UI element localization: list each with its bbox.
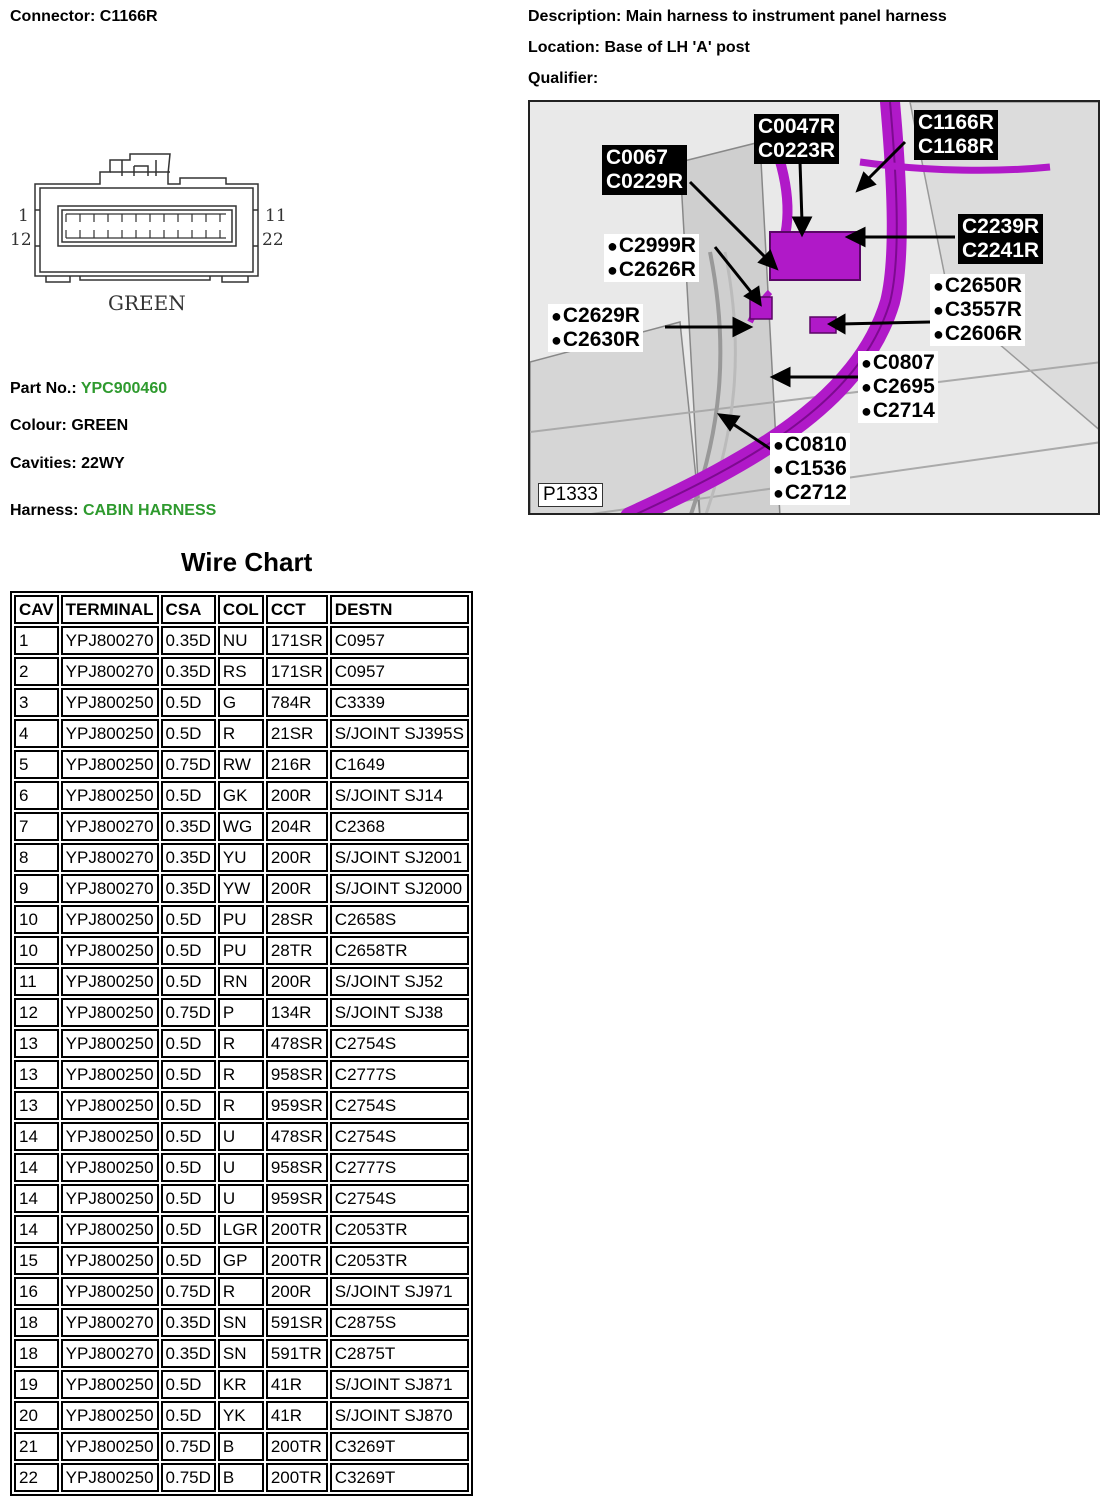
table-cell: 200TR: [266, 1432, 328, 1461]
table-cell: 0.5D: [161, 1060, 216, 1089]
table-cell: 0.75D: [161, 1463, 216, 1492]
callout-text: ● C2650R: [933, 274, 1022, 298]
table-cell: RN: [218, 967, 264, 996]
table-cell: YPJ800250: [61, 1184, 159, 1213]
connector-label: Connector:: [10, 8, 96, 25]
colour-line: [10, 417, 128, 435]
table-cell: 0.5D: [161, 1370, 216, 1399]
description-value: Main harness to instrument panel harness: [625, 8, 947, 25]
col-header: CCT: [266, 595, 328, 624]
table-row: [14, 1401, 469, 1430]
table-cell: 4: [14, 719, 59, 748]
callout-text: C2239R: [962, 215, 1040, 238]
table-cell: 0.75D: [161, 1432, 216, 1461]
col-header: COL: [218, 595, 264, 624]
table-cell: YPJ800270: [61, 657, 159, 686]
table-cell: C3269T: [330, 1463, 469, 1492]
table-cell: YPJ800250: [61, 998, 159, 1027]
table-cell: C3269T: [330, 1432, 469, 1461]
table-cell: 959SR: [266, 1184, 328, 1213]
table-cell: 171SR: [266, 626, 328, 655]
table-cell: G: [218, 688, 264, 717]
table-cell: 0.75D: [161, 1277, 216, 1306]
table-cell: 13: [14, 1091, 59, 1120]
table-cell: 958SR: [266, 1153, 328, 1182]
table-cell: YPJ800270: [61, 812, 159, 841]
table-cell: PU: [218, 936, 264, 965]
table-cell: 5: [14, 750, 59, 779]
harness-line: [10, 502, 216, 520]
table-cell: 41R: [266, 1401, 328, 1430]
table-row: [14, 688, 469, 717]
wire-chart-title: Wire Chart: [181, 547, 313, 577]
table-cell: 14: [14, 1153, 59, 1182]
table-cell: 28TR: [266, 936, 328, 965]
table-cell: 21SR: [266, 719, 328, 748]
table-row: [14, 843, 469, 872]
table-cell: B: [218, 1463, 264, 1492]
table-cell: C2053TR: [330, 1246, 469, 1275]
table-cell: C2875S: [330, 1308, 469, 1337]
table-cell: RS: [218, 657, 264, 686]
callout-text: ● C2712: [773, 481, 847, 505]
table-cell: 0.35D: [161, 626, 216, 655]
table-cell: 7: [14, 812, 59, 841]
table-row: [14, 1215, 469, 1244]
part-number-link[interactable]: YPC900460: [80, 380, 168, 397]
callout-text: C0067: [606, 146, 668, 169]
table-cell: 10: [14, 905, 59, 934]
table-row: [14, 1184, 469, 1213]
callout-text: ● C2630R: [551, 328, 640, 352]
table-cell: S/JOINT SJ971: [330, 1277, 469, 1306]
table-cell: 200TR: [266, 1246, 328, 1275]
table-row: [14, 1091, 469, 1120]
connector-color-caption: GREEN: [108, 291, 186, 315]
callout-text: C1166R: [918, 111, 994, 134]
table-cell: YW: [218, 874, 264, 903]
table-cell: YPJ800270: [61, 874, 159, 903]
table-cell: 14: [14, 1184, 59, 1213]
table-cell: 2: [14, 657, 59, 686]
table-cell: 959SR: [266, 1091, 328, 1120]
table-row: [14, 626, 469, 655]
table-row: [14, 1277, 469, 1306]
location-label: Location:: [528, 39, 600, 56]
table-cell: 20: [14, 1401, 59, 1430]
wire-chart-table: [10, 591, 473, 1496]
col-header: TERMINAL: [61, 595, 159, 624]
callout-c0067: [602, 145, 687, 195]
table-cell: WG: [218, 812, 264, 841]
table-cell: 0.5D: [161, 1153, 216, 1182]
cavities-line: [10, 455, 125, 473]
qualifier-label: Qualifier:: [528, 70, 599, 87]
cavities-label: Cavities:: [10, 455, 77, 472]
callout-text: ● C0807: [861, 351, 935, 375]
callout-text: ● C2714: [861, 399, 935, 423]
table-cell: YPJ800250: [61, 781, 159, 810]
table-cell: 0.35D: [161, 812, 216, 841]
table-cell: YPJ800250: [61, 1215, 159, 1244]
callout-c2999r: [604, 234, 699, 282]
harness-link[interactable]: CABIN HARNESS: [82, 502, 217, 519]
table-cell: YPJ800270: [61, 1339, 159, 1368]
table-cell: 16: [14, 1277, 59, 1306]
table-cell: 200TR: [266, 1463, 328, 1492]
table-cell: 0.5D: [161, 1029, 216, 1058]
table-row: [14, 657, 469, 686]
table-cell: 0.5D: [161, 936, 216, 965]
colour-value: GREEN: [71, 417, 129, 434]
colour-label: Colour:: [10, 417, 67, 434]
callout-text: ● C2606R: [933, 322, 1022, 346]
table-cell: 6: [14, 781, 59, 810]
table-cell: 134R: [266, 998, 328, 1027]
table-row: [14, 1246, 469, 1275]
table-cell: 41R: [266, 1370, 328, 1399]
table-cell: GP: [218, 1246, 264, 1275]
table-row: [14, 1060, 469, 1089]
table-cell: C2053TR: [330, 1215, 469, 1244]
table-cell: C0957: [330, 657, 469, 686]
table-cell: 0.35D: [161, 1339, 216, 1368]
table-cell: YPJ800250: [61, 905, 159, 934]
location-line: [528, 39, 750, 57]
callout-c0807: [858, 351, 938, 423]
table-cell: YPJ800250: [61, 967, 159, 996]
table-cell: R: [218, 1277, 264, 1306]
table-cell: YPJ800250: [61, 688, 159, 717]
table-cell: 13: [14, 1029, 59, 1058]
table-cell: 13: [14, 1060, 59, 1089]
table-cell: C2658S: [330, 905, 469, 934]
table-cell: 0.75D: [161, 998, 216, 1027]
table-cell: C2875T: [330, 1339, 469, 1368]
table-cell: 0.35D: [161, 843, 216, 872]
table-cell: C2754S: [330, 1122, 469, 1151]
location-value: Base of LH 'A' post: [604, 39, 750, 56]
table-cell: 8: [14, 843, 59, 872]
callout-text: ● C0810: [773, 433, 847, 457]
table-cell: R: [218, 1029, 264, 1058]
table-row: [14, 1339, 469, 1368]
callout-text: C0047R: [758, 115, 836, 138]
table-cell: 0.5D: [161, 1246, 216, 1275]
table-cell: P: [218, 998, 264, 1027]
table-cell: 200R: [266, 967, 328, 996]
table-cell: 0.5D: [161, 1401, 216, 1430]
table-cell: 9: [14, 874, 59, 903]
callout-c0810: [770, 433, 850, 505]
callout-text: C0223R: [758, 139, 836, 162]
table-cell: LGR: [218, 1215, 264, 1244]
table-cell: 3: [14, 688, 59, 717]
wire-chart-header-row: [14, 595, 469, 624]
table-cell: R: [218, 1091, 264, 1120]
table-row: [14, 1463, 469, 1492]
table-cell: 0.5D: [161, 1215, 216, 1244]
table-cell: R: [218, 719, 264, 748]
table-cell: C2658TR: [330, 936, 469, 965]
table-cell: S/JOINT SJ38: [330, 998, 469, 1027]
connector-face-drawing: [10, 150, 300, 320]
table-cell: PU: [218, 905, 264, 934]
table-cell: U: [218, 1153, 264, 1182]
table-cell: 19: [14, 1370, 59, 1399]
callout-text: ● C2999R: [607, 234, 696, 258]
harness-label: Harness:: [10, 502, 79, 519]
table-cell: C3339: [330, 688, 469, 717]
location-illustration: [528, 100, 1100, 515]
callout-c2629r: [548, 304, 643, 352]
part-number-line: [10, 380, 167, 398]
table-cell: C1649: [330, 750, 469, 779]
callout-text: C0229R: [606, 170, 684, 193]
table-cell: 0.35D: [161, 1308, 216, 1337]
part-number-label: Part No.:: [10, 380, 77, 397]
table-cell: KR: [218, 1370, 264, 1399]
table-cell: YPJ800250: [61, 1370, 159, 1399]
table-cell: C2777S: [330, 1060, 469, 1089]
table-cell: YPJ800250: [61, 1029, 159, 1058]
table-cell: 14: [14, 1215, 59, 1244]
table-row: [14, 1308, 469, 1337]
callout-text: ● C2629R: [551, 304, 640, 328]
connector-value: C1166R: [99, 8, 158, 25]
description-line: [528, 8, 947, 26]
cavities-value: 22WY: [81, 455, 125, 472]
table-cell: 171SR: [266, 657, 328, 686]
table-cell: C0957: [330, 626, 469, 655]
table-cell: S/JOINT SJ14: [330, 781, 469, 810]
pin-label-12: 12: [10, 230, 32, 250]
connector-diagram: [10, 150, 300, 325]
table-cell: YPJ800250: [61, 1246, 159, 1275]
table-cell: 18: [14, 1308, 59, 1337]
table-cell: S/JOINT SJ871: [330, 1370, 469, 1399]
table-cell: YPJ800250: [61, 1463, 159, 1492]
table-cell: 1: [14, 626, 59, 655]
table-cell: S/JOINT SJ2001: [330, 843, 469, 872]
callout-c0047r: [754, 114, 839, 164]
callout-text: ● C2626R: [607, 258, 696, 282]
table-cell: YPJ800250: [61, 750, 159, 779]
wire-chart-body: [14, 626, 469, 1492]
callout-c2650r: [930, 274, 1025, 346]
connector-line: [10, 8, 158, 26]
table-row: [14, 812, 469, 841]
table-cell: 12: [14, 998, 59, 1027]
table-cell: 10: [14, 936, 59, 965]
table-cell: 200R: [266, 843, 328, 872]
table-cell: 14: [14, 1122, 59, 1151]
callout-c1166r: [914, 110, 998, 160]
description-label: Description:: [528, 8, 622, 25]
table-cell: 784R: [266, 688, 328, 717]
table-row: [14, 874, 469, 903]
table-row: [14, 750, 469, 779]
table-cell: C2754S: [330, 1184, 469, 1213]
table-cell: 478SR: [266, 1029, 328, 1058]
table-row: [14, 1432, 469, 1461]
callout-text: ● C2695: [861, 375, 935, 399]
callout-text: ● C1536: [773, 457, 847, 481]
table-row: [14, 1370, 469, 1399]
table-row: [14, 719, 469, 748]
table-cell: 200TR: [266, 1215, 328, 1244]
col-header: CSA: [161, 595, 216, 624]
table-cell: YPJ800250: [61, 1277, 159, 1306]
table-cell: 958SR: [266, 1060, 328, 1089]
table-row: [14, 1122, 469, 1151]
table-row: [14, 905, 469, 934]
table-cell: YPJ800270: [61, 626, 159, 655]
table-cell: 0.5D: [161, 1091, 216, 1120]
pin-label-1: 1: [18, 206, 29, 226]
table-cell: 0.35D: [161, 874, 216, 903]
table-cell: 591TR: [266, 1339, 328, 1368]
table-cell: GK: [218, 781, 264, 810]
qualifier-line: [528, 70, 598, 88]
table-cell: 0.5D: [161, 1122, 216, 1151]
table-cell: 0.5D: [161, 1184, 216, 1213]
table-cell: S/JOINT SJ2000: [330, 874, 469, 903]
table-cell: S/JOINT SJ870: [330, 1401, 469, 1430]
table-cell: B: [218, 1432, 264, 1461]
table-cell: YPJ800270: [61, 843, 159, 872]
table-cell: YPJ800250: [61, 1153, 159, 1182]
table-cell: YK: [218, 1401, 264, 1430]
table-cell: C2368: [330, 812, 469, 841]
table-cell: 0.5D: [161, 781, 216, 810]
table-cell: U: [218, 1184, 264, 1213]
table-cell: 21: [14, 1432, 59, 1461]
table-cell: 0.5D: [161, 688, 216, 717]
table-cell: C2777S: [330, 1153, 469, 1182]
table-cell: 18: [14, 1339, 59, 1368]
table-row: [14, 936, 469, 965]
table-cell: RW: [218, 750, 264, 779]
callout-text: C1168R: [918, 135, 994, 158]
table-cell: 200R: [266, 1277, 328, 1306]
table-cell: 204R: [266, 812, 328, 841]
table-cell: 15: [14, 1246, 59, 1275]
table-cell: 200R: [266, 781, 328, 810]
table-cell: 591SR: [266, 1308, 328, 1337]
table-cell: YPJ800250: [61, 719, 159, 748]
table-cell: YPJ800250: [61, 1122, 159, 1151]
table-cell: YPJ800250: [61, 936, 159, 965]
table-cell: YU: [218, 843, 264, 872]
table-cell: 0.5D: [161, 719, 216, 748]
table-cell: 200R: [266, 874, 328, 903]
table-cell: C2754S: [330, 1029, 469, 1058]
table-cell: YPJ800250: [61, 1091, 159, 1120]
table-row: [14, 781, 469, 810]
table-cell: SN: [218, 1339, 264, 1368]
pin-label-11: 11: [265, 206, 287, 226]
callout-text: C2241R: [962, 239, 1040, 262]
callout-c2239r: [958, 214, 1043, 264]
table-cell: SN: [218, 1308, 264, 1337]
table-cell: 11: [14, 967, 59, 996]
table-cell: 0.75D: [161, 750, 216, 779]
table-cell: R: [218, 1060, 264, 1089]
table-cell: 216R: [266, 750, 328, 779]
table-cell: 0.5D: [161, 905, 216, 934]
table-cell: S/JOINT SJ395S: [330, 719, 469, 748]
table-cell: 478SR: [266, 1122, 328, 1151]
table-cell: 28SR: [266, 905, 328, 934]
table-row: [14, 998, 469, 1027]
col-header: DESTN: [330, 595, 469, 624]
col-header: CAV: [14, 595, 59, 624]
table-row: [14, 1029, 469, 1058]
table-cell: C2754S: [330, 1091, 469, 1120]
table-cell: NU: [218, 626, 264, 655]
table-row: [14, 1153, 469, 1182]
illustration-reference: P1333: [538, 483, 603, 507]
table-cell: YPJ800270: [61, 1308, 159, 1337]
table-cell: YPJ800250: [61, 1060, 159, 1089]
table-cell: YPJ800250: [61, 1401, 159, 1430]
table-cell: YPJ800250: [61, 1432, 159, 1461]
table-cell: 0.5D: [161, 967, 216, 996]
table-cell: 22: [14, 1463, 59, 1492]
pin-label-22: 22: [262, 230, 284, 250]
callout-text: ● C3557R: [933, 298, 1022, 322]
table-cell: S/JOINT SJ52: [330, 967, 469, 996]
table-cell: 0.35D: [161, 657, 216, 686]
table-row: [14, 967, 469, 996]
table-cell: U: [218, 1122, 264, 1151]
